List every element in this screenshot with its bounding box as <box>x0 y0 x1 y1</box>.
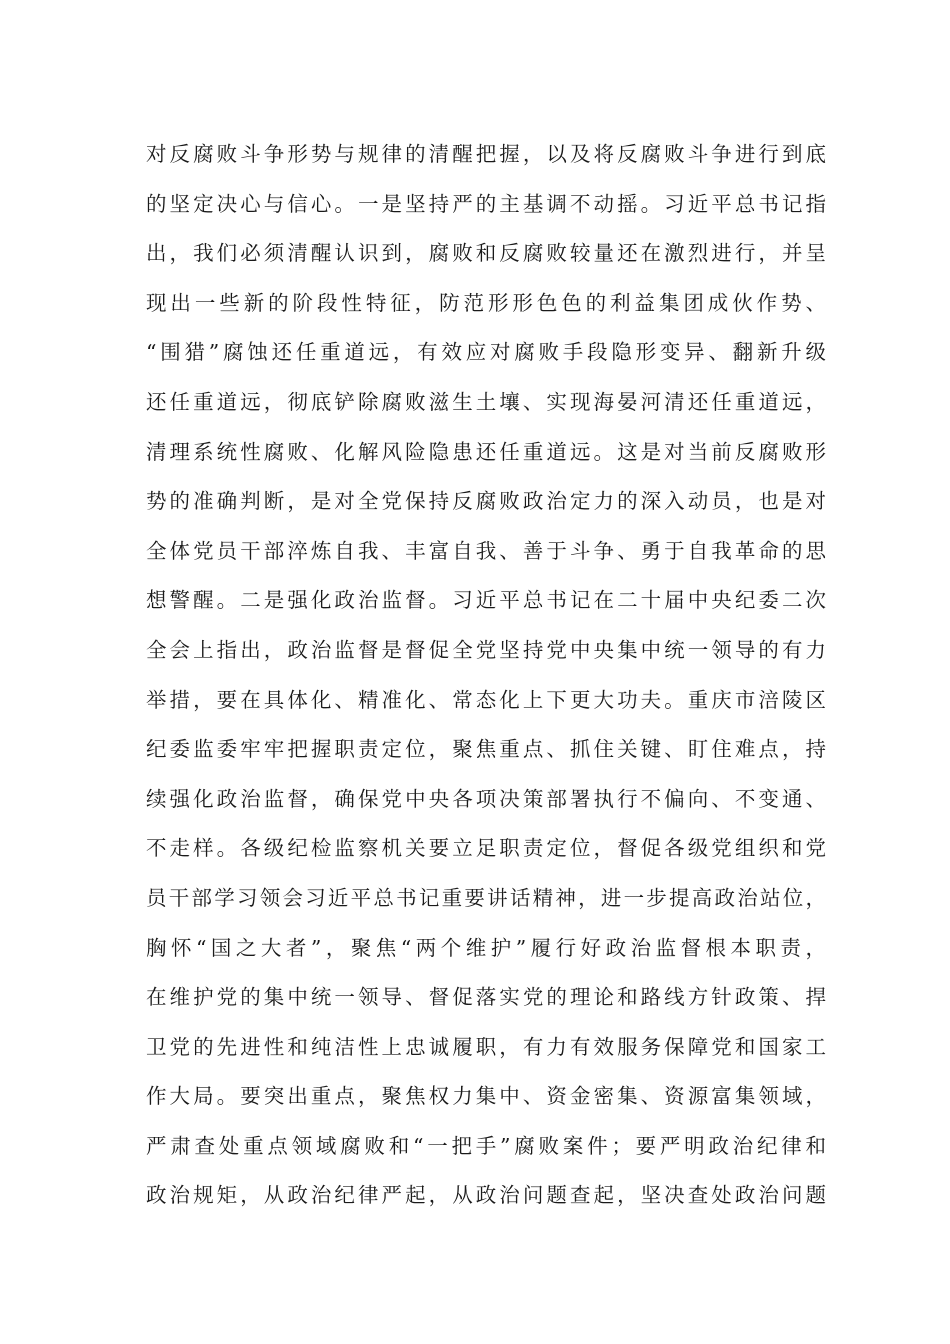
body-text <box>146 130 826 1221</box>
text-line: 不走样。各级纪检监察机关要立足职责定位，督促各级党组织和党 <box>146 836 826 861</box>
text-line: 清理系统性腐败、化解风险隐患还任重道远。这是对当前反腐败形 <box>146 439 826 464</box>
text-line: 严肃查处重点领域腐败和“一把手”腐败案件；要严明政治纪律和 <box>146 1133 826 1158</box>
text-line: 势的准确判断，是对全党保持反腐败政治定力的深入动员，也是对 <box>146 489 826 514</box>
text-line: 员干部学习领会习近平总书记重要讲话精神，进一步提高政治站位， <box>146 885 826 910</box>
text-line: 的坚定决心与信心。一是坚持严的主基调不动摇。习近平总书记指 <box>146 191 826 216</box>
text-line: 作大局。要突出重点，聚焦权力集中、资金密集、资源富集领域， <box>146 1084 826 1109</box>
text-line: 全会上指出，政治监督是督促全党坚持党中央集中统一领导的有力 <box>146 637 826 662</box>
text-line: 卫党的先进性和纯洁性上忠诚履职，有力有效服务保障党和国家工 <box>146 1034 826 1059</box>
text-line: 政治规矩，从政治纪律严起，从政治问题查起，坚决查处政治问题 <box>146 1183 826 1208</box>
text-line: 举措，要在具体化、精准化、常态化上下更大功夫。重庆市涪陵区 <box>146 687 826 712</box>
text-line: 纪委监委牢牢把握职责定位，聚焦重点、抓住关键、盯住难点，持 <box>146 737 826 762</box>
text-line: 续强化政治监督，确保党中央各项决策部署执行不偏向、不变通、 <box>146 786 826 811</box>
text-line: 全体党员干部淬炼自我、丰富自我、善于斗争、勇于自我革命的思 <box>146 538 826 563</box>
text-line: 出，我们必须清醒认识到，腐败和反腐败较量还在激烈进行，并呈 <box>146 241 826 266</box>
text-line: 还任重道远，彻底铲除腐败滋生土壤、实现海晏河清还任重道远， <box>146 389 826 414</box>
text-line: “围猎”腐蚀还任重道远，有效应对腐败手段隐形变异、翻新升级 <box>146 340 826 365</box>
text-line: 胸怀“国之大者”，聚焦“两个维护”履行好政治监督根本职责， <box>146 935 826 960</box>
text-line: 在维护党的集中统一领导、督促落实党的理论和路线方针政策、捍 <box>146 985 826 1010</box>
text-line: 现出一些新的阶段性特征，防范形形色色的利益集团成伙作势、 <box>146 290 826 315</box>
text-line: 对反腐败斗争形势与规律的清醒把握，以及将反腐败斗争进行到底 <box>146 142 826 166</box>
text-line: 想警醒。二是强化政治监督。习近平总书记在二十届中央纪委二次 <box>146 588 826 613</box>
